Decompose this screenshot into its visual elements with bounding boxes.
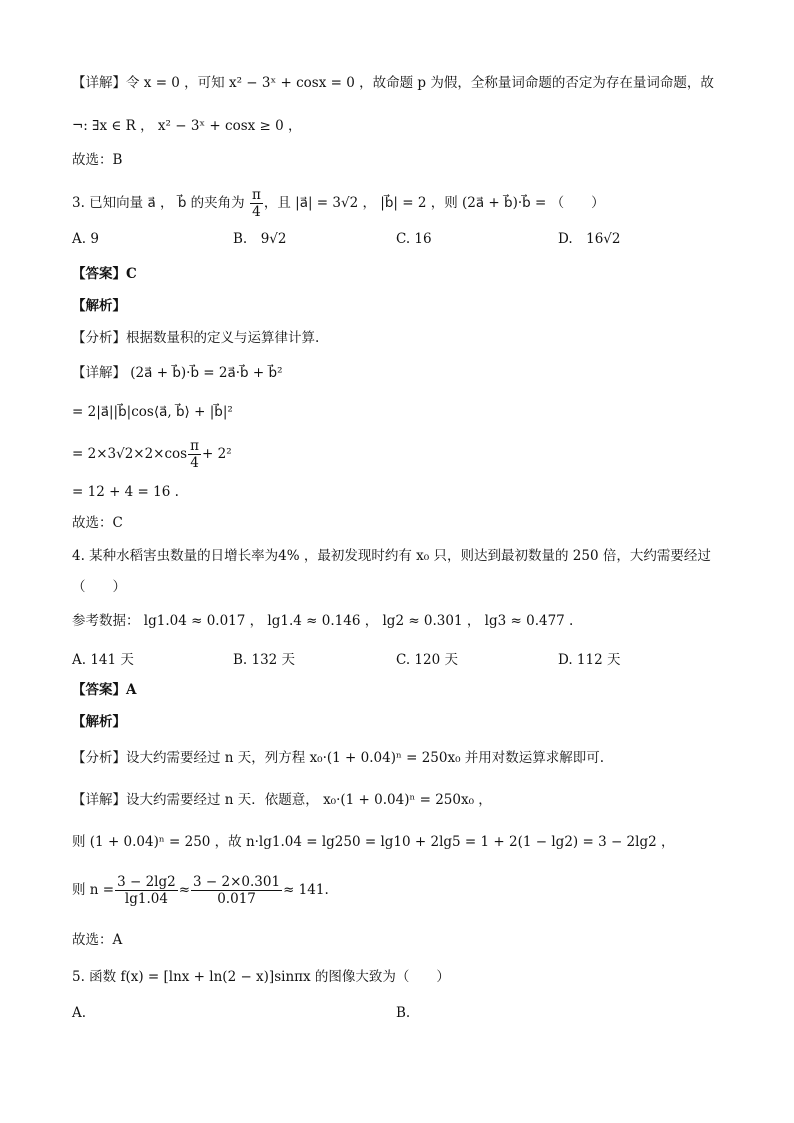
- q4-detail2: 则 (1 + 0.04)ⁿ = 250 ，故 n·lg1.04 = lg250 = lg10 + 2lg5 = 1 + 2(1 − lg2) = 3 − 2lg2 ，: [72, 834, 675, 850]
- q3-detail4: = 12 + 4 = 16 .: [72, 484, 179, 500]
- q3-method: 【分析】根据数量积的定义与运算律计算.: [72, 330, 320, 346]
- q4-reference-data: 参考数据： lg1.04 ≈ 0.017 ， lg1.4 ≈ 0.146 ， lg2 ≈ 0.301 ， lg3 ≈ 0.477 .: [72, 613, 574, 629]
- q3-stem-fraction: [250, 187, 263, 220]
- q3-choice: 故选：C: [72, 515, 123, 531]
- q3-detail3-den: 4: [190, 455, 199, 471]
- q4-option-c: C. 120 天: [396, 652, 458, 668]
- q4-f1-den: lg1.04: [124, 891, 168, 907]
- q4-method: 【分析】设大约需要经过 n 天，列方程 x₀·(1 + 0.04)ⁿ = 250x₀ 并用对数运算求解即可.: [72, 750, 605, 766]
- q4-detail3-part2: ≈ 141.: [283, 882, 329, 898]
- q2-choice: 故选：B: [72, 152, 123, 168]
- q4-approx: ≈: [178, 882, 191, 898]
- q3-detail3-part1: = 2×3√2×2×cos: [72, 446, 188, 462]
- q3-stem: [72, 186, 605, 220]
- q3-stem-part1: 3. 已知向量 a⃗ ， b⃗ 的夹角为: [72, 195, 249, 211]
- q4-f1-num: 3 − 2lg2: [117, 874, 176, 890]
- q3-detail3: [72, 437, 232, 471]
- q5-option-b: B.: [396, 1005, 411, 1021]
- q3-option-a: A. 9: [72, 231, 99, 247]
- q4-stem-line1: 4. 某种水稻害虫数量的日增长率为4% ，最初发现时约有 x₀ 只，则达到最初数量的 250 倍，大约需要经过: [72, 548, 711, 564]
- q3-frac-den: 4: [252, 204, 261, 220]
- q3-answer: 【答案】C: [72, 266, 137, 282]
- q4-option-a: A. 141 天: [72, 652, 134, 668]
- q4-option-d: D. 112 天: [558, 652, 621, 668]
- q2-detail-line1: 【详解】令 x = 0 ，可知 x² − 3ˣ + cosx = 0 ，故命题 p 为假，全称量词命题的否定为存在量词命题，故: [72, 75, 714, 91]
- q3-option-b: B. 9√2: [233, 231, 287, 247]
- q3-detail3-num: π: [190, 438, 199, 454]
- q3-detail1: 【详解】 (2a⃗ + b⃗)·b⃗ = 2a⃗·b⃗ + b⃗²: [72, 365, 283, 381]
- q5-option-a: A.: [72, 1005, 87, 1021]
- q3-analysis-label: 【解析】: [72, 298, 126, 314]
- q4-detail1: 【详解】设大约需要经过 n 天．依题意， x₀·(1 + 0.04)ⁿ = 250x₀ ，: [72, 792, 492, 808]
- q4-choice: 故选：A: [72, 932, 123, 948]
- q4-stem-line2: （ ）: [72, 579, 126, 595]
- q3-stem-part2: ，且 |a⃗| = 3√2 ， |b⃗| = 2 ，则 (2a⃗ + b⃗)·b⃗ = （ ）: [263, 195, 605, 211]
- q2-detail-line2: ¬: ∃x ∈ R ， x² − 3ˣ + cosx ≥ 0 ，: [72, 118, 302, 134]
- q3-option-d: D. 16√2: [558, 231, 621, 247]
- q4-f2-den: 0.017: [217, 891, 256, 907]
- q4-option-b: B. 132 天: [233, 652, 296, 668]
- q5-stem: 5. 函数 f(x) = [lnx + ln(2 − x)]sinπx 的图像大致为（ ）: [72, 969, 450, 985]
- q4-fraction-1: [115, 874, 178, 907]
- q3-detail3-part2: + 2²: [202, 446, 232, 462]
- q3-frac-num: π: [251, 187, 261, 203]
- q4-detail3-part1: 则 n =: [72, 882, 115, 898]
- q3-detail3-fraction: [188, 438, 201, 471]
- q4-detail3: [72, 870, 329, 910]
- q4-analysis-label: 【解析】: [72, 714, 126, 730]
- q4-answer: 【答案】A: [72, 682, 137, 698]
- q3-option-c: C. 16: [396, 231, 432, 247]
- q4-f2-num: 3 − 2×0.301: [193, 874, 281, 890]
- q4-fraction-2: [191, 874, 282, 907]
- q3-detail2: = 2|a⃗||b⃗|cos⟨a⃗, b⃗⟩ + |b⃗|²: [72, 404, 233, 420]
